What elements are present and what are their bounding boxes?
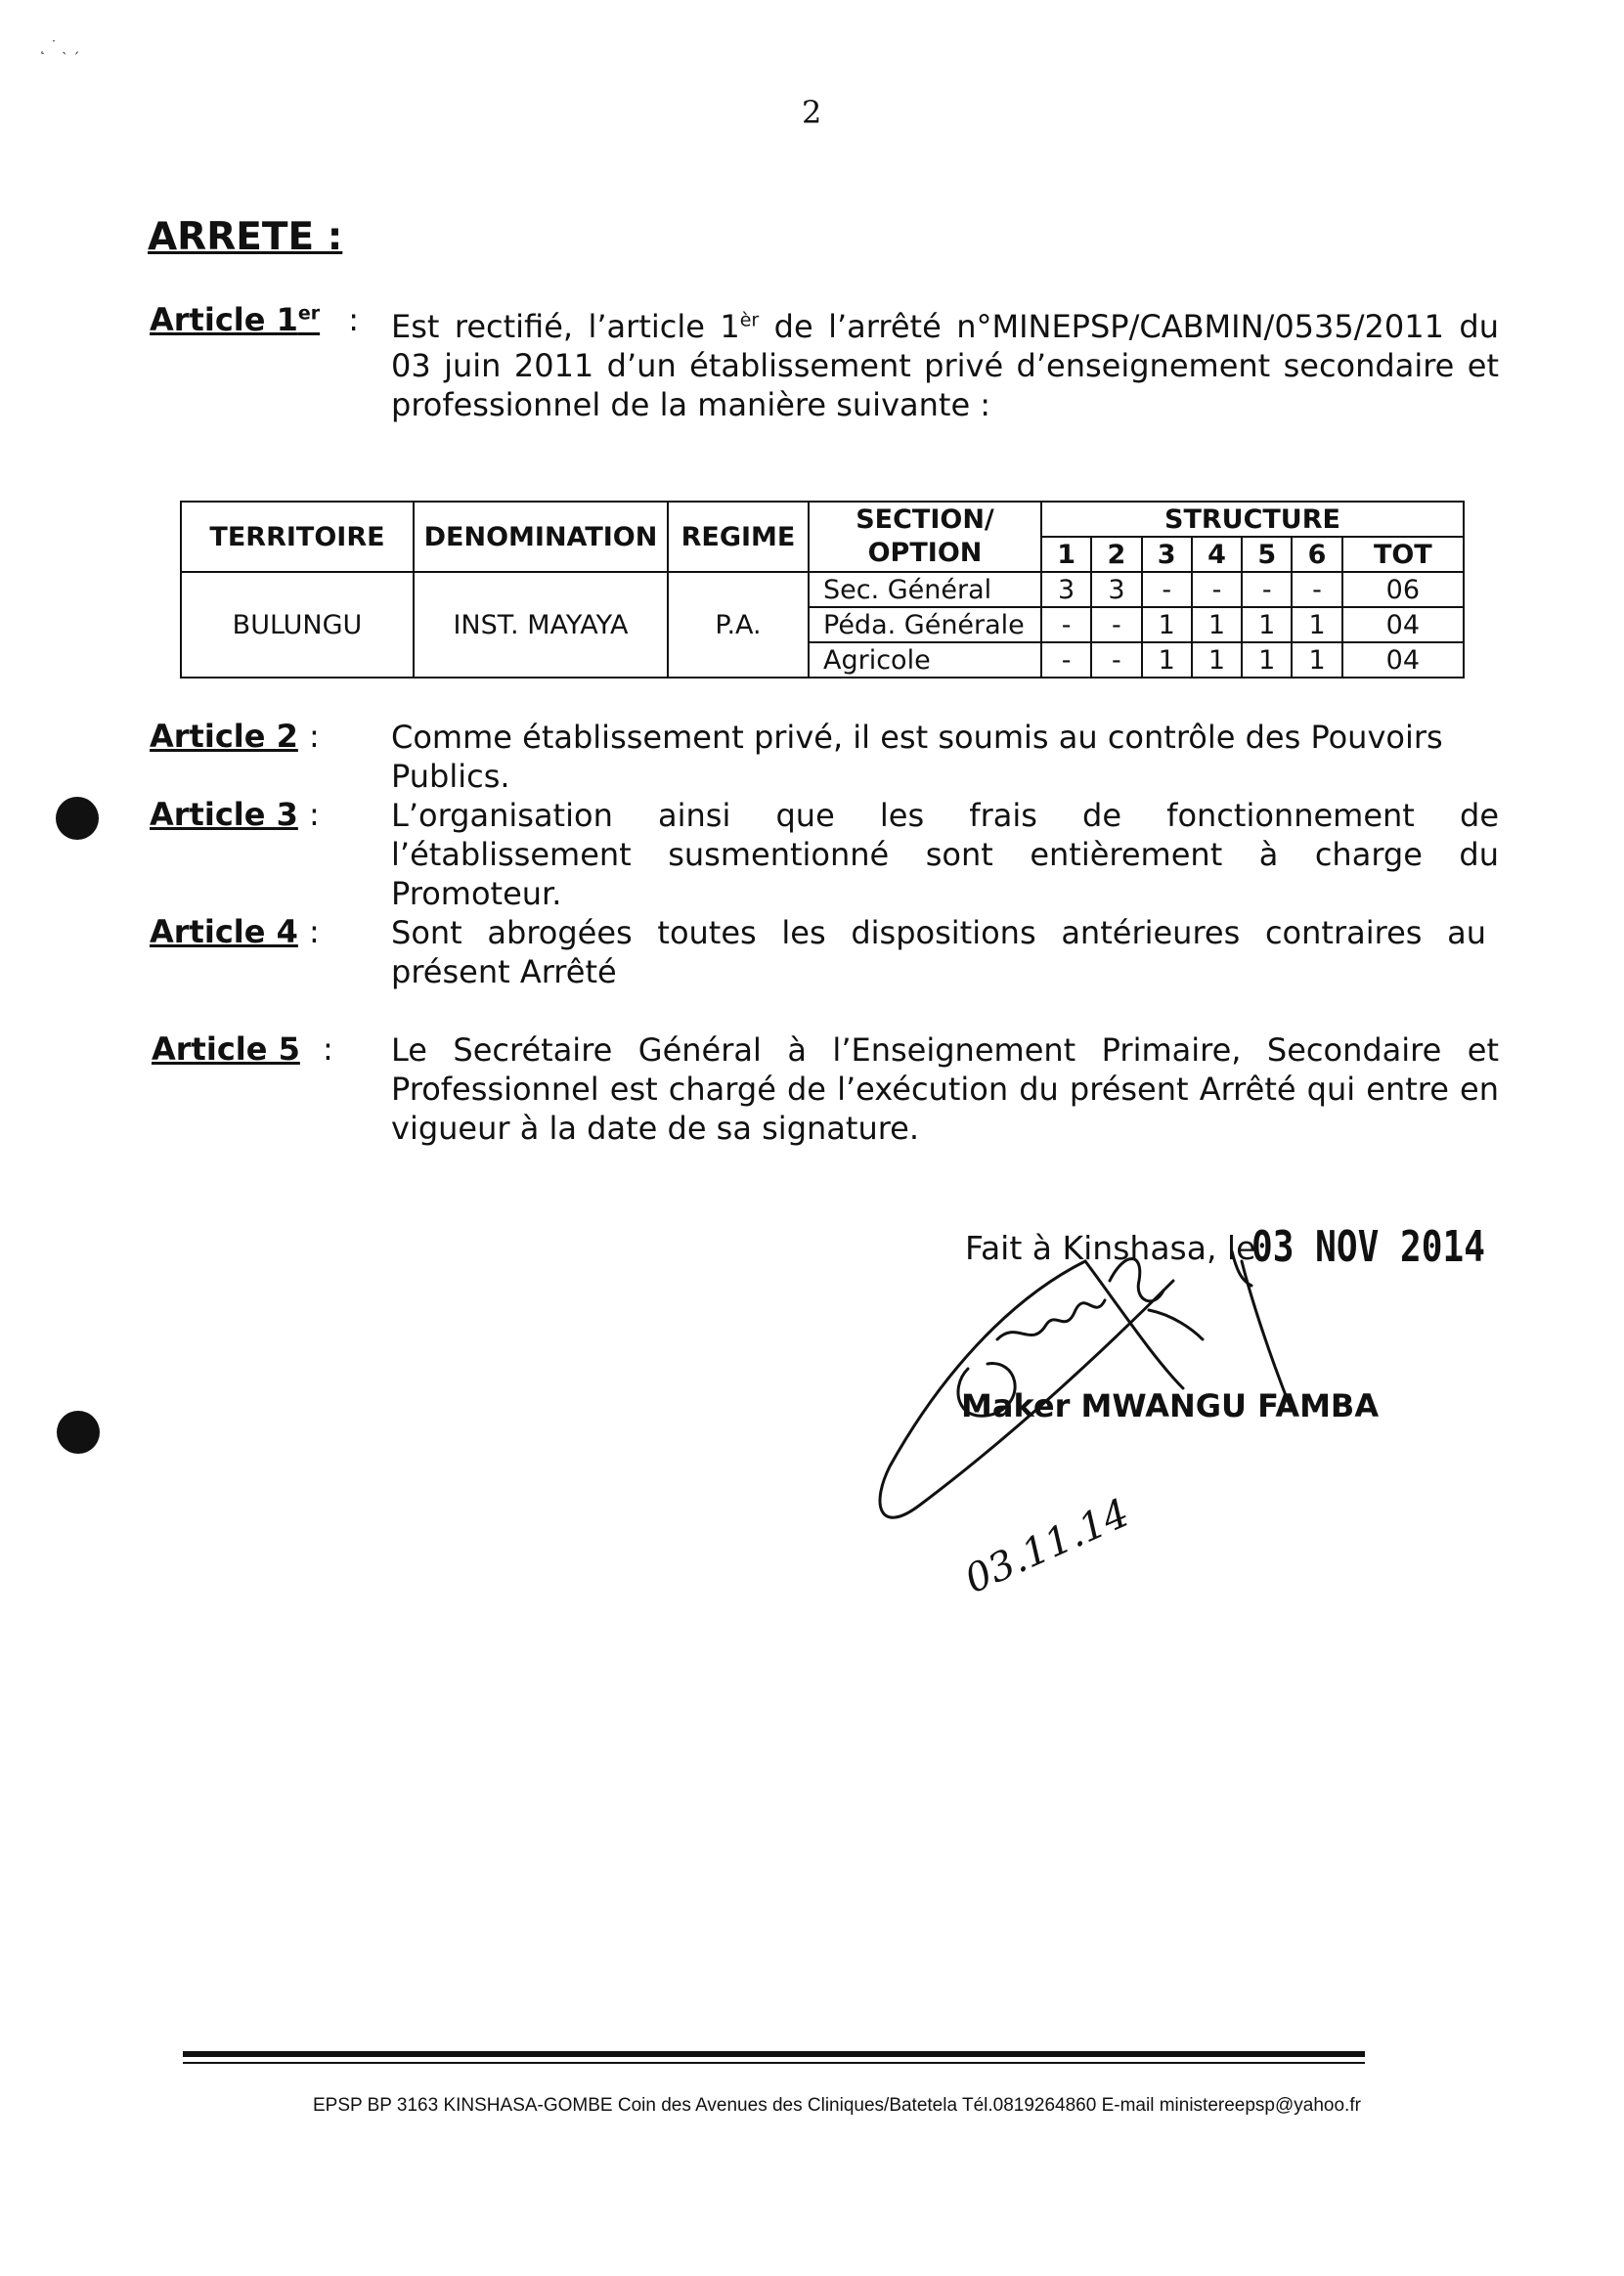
- cell-year: 3: [1041, 572, 1091, 607]
- header-tot: TOT: [1342, 537, 1464, 572]
- article-5-text: Le Secrétaire Général à l’Enseignement Primaire, Secondaire et Professionnel est chargé de l’exécution du présent Arrêté qui entre en vigueur à la date de sa signature.: [391, 1031, 1499, 1147]
- cell-year: 3: [1091, 572, 1141, 607]
- article-3-text: L’organisation ainsi que les frais de fonctionnement de l’établissement susmentionné sont entièrement à charge du Promoteur.: [391, 797, 1499, 912]
- article-3-label: Article 3 :: [150, 796, 320, 833]
- cell-year: 1: [1242, 607, 1292, 642]
- cell-year: -: [1091, 607, 1141, 642]
- cell-year: 1: [1142, 607, 1192, 642]
- heading-arrete: ARRETE :: [148, 215, 343, 259]
- page-number: 2: [802, 94, 822, 131]
- cell-year: 1: [1192, 642, 1242, 678]
- header-year-5: 5: [1242, 537, 1292, 572]
- article-4-text: Sont abrogées toutes les dispositions antérieures contraires au présent Arrêté: [391, 914, 1486, 990]
- table-row: [181, 572, 1464, 607]
- article-4-label: Article 4 :: [150, 913, 320, 950]
- article-2-label: Article 2 :: [150, 718, 320, 755]
- punch-hole-mark: [56, 797, 99, 840]
- footer-rule: [183, 2062, 1365, 2064]
- footer-rule: [183, 2051, 1365, 2057]
- signer-name: Maker MWANGU FAMBA: [961, 1387, 1380, 1424]
- cell-year: -: [1192, 572, 1242, 607]
- cell-year: -: [1041, 642, 1091, 678]
- cell-year: -: [1292, 572, 1341, 607]
- cell-year: 1: [1292, 642, 1341, 678]
- place-date-text: Fait à Kinshasa, le: [965, 1229, 1256, 1267]
- scan-specks: ˛ ˙ ˎ ˏ: [39, 39, 80, 55]
- date-stamp: 03 NOV 2014: [1251, 1222, 1485, 1272]
- header-year-1: 1: [1041, 537, 1091, 572]
- cell-regime: P.A.: [668, 572, 809, 678]
- header-structure: STRUCTURE: [1041, 502, 1464, 537]
- header-year-3: 3: [1142, 537, 1192, 572]
- footer-address: EPSP BP 3163 KINSHASA-GOMBE Coin des Avenues des Cliniques/Batetela Tél.0819264860 E-mail ministereepsp@yahoo.fr: [313, 2095, 1361, 2116]
- cell-denomination: INST. MAYAYA: [414, 572, 668, 678]
- cell-year: -: [1091, 642, 1141, 678]
- cell-tot: 04: [1342, 642, 1464, 678]
- cell-year: 1: [1242, 642, 1292, 678]
- header-regime: REGIME: [668, 502, 809, 572]
- cell-option: Sec. Général: [809, 572, 1041, 607]
- handwritten-date: 03.11.14: [958, 1490, 1136, 1603]
- handwritten-signature: [860, 1242, 1408, 1633]
- header-section-option: SECTION/ OPTION: [809, 502, 1041, 572]
- article-1-text: Est rectifié, l’article $1^{èr}$ de l’arrêté n°MINEPSP/CABMIN/0535/2011 du 03 juin 2011 d’un établissement privé d’enseignement secondaire et professionnel de la manière suivante :: [391, 308, 1500, 423]
- article-5-label: Article 5 :: [152, 1030, 333, 1068]
- cell-year: 1: [1192, 607, 1242, 642]
- article-1-label: Article 1er :: [150, 301, 360, 338]
- cell-tot: 06: [1342, 572, 1464, 607]
- cell-territoire: BULUNGU: [181, 572, 414, 678]
- cell-option: Agricole: [809, 642, 1041, 678]
- structure-table: [180, 501, 1465, 678]
- punch-hole-mark: [57, 1411, 100, 1454]
- cell-tot: 04: [1342, 607, 1464, 642]
- header-year-6: 6: [1292, 537, 1341, 572]
- header-territoire: TERRITOIRE: [181, 502, 414, 572]
- cell-year: -: [1242, 572, 1292, 607]
- cell-year: 1: [1292, 607, 1341, 642]
- article-2-text: Comme établissement privé, il est soumis au contrôle des Pouvoirs Publics.: [391, 719, 1443, 795]
- header-year-4: 4: [1192, 537, 1242, 572]
- header-year-2: 2: [1091, 537, 1141, 572]
- cell-year: -: [1142, 572, 1192, 607]
- cell-year: -: [1041, 607, 1091, 642]
- header-denomination: DENOMINATION: [414, 502, 668, 572]
- cell-year: 1: [1142, 642, 1192, 678]
- cell-option: Péda. Générale: [809, 607, 1041, 642]
